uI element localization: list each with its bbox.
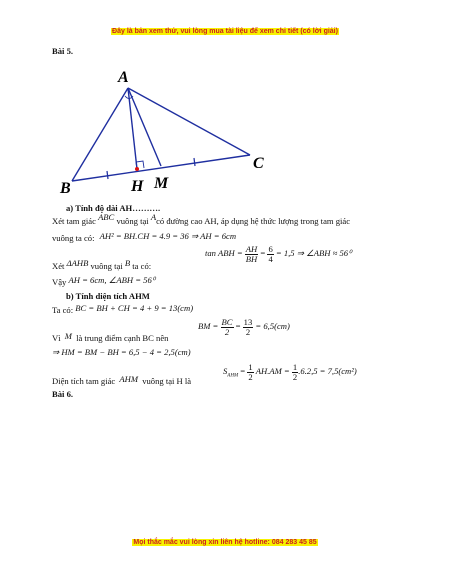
area-line: Diện tích tam giác AHM vuông tại H là: [52, 374, 192, 386]
statement-line-1: Xét tam giác ABC vuông tại Acó đường cao AH, áp dụng hệ thức lượng trong tam giác: [52, 212, 351, 226]
label-c: C: [253, 155, 264, 172]
altitude-formula: AH² = BH.CH = 4.9 = 36 ⇒ AH = 6cm: [99, 231, 237, 241]
exercise-6-heading: Bài 6.: [52, 389, 74, 399]
tan-formula: tan ABH = $\frac{AH}{BH}$ = $\frac{6}{4}$ = 1,5 ⇒ ∠ABH ≈ 56⁰: [205, 244, 352, 264]
side-ac: [128, 88, 250, 155]
area-formula: $S_{AHM}$ = $\frac{1}{2}$ AH.AM = $\frac{1}{2}$ .6.2,5 = 7,5(cm²): [223, 362, 357, 382]
point-h-dot: [135, 167, 139, 171]
label-m: M: [154, 175, 169, 192]
part-b-heading: b) Tính diện tích AHM: [66, 291, 150, 301]
tick-mark-mc: [194, 158, 195, 166]
preview-banner: Đây là bản xem thử, vui lòng mua tài liệu để xem chi tiết (có lời giải): [112, 28, 338, 35]
hotline-banner: Mọi thắc mắc vui lòng xin liên hệ hotline: 084 283 45 85: [133, 539, 317, 546]
triangle-ahb-line: Xét ΔAHB vuông tại B ta có:: [52, 258, 152, 271]
exercise-5-heading: Bài 5.: [52, 46, 74, 56]
midpoint-line: Vì M là trung điểm cạnh BC nên: [52, 331, 169, 343]
bm-formula: BM = $\frac{BC}{2}$ = $\frac{13}{2}$ = 6,5(cm): [198, 317, 290, 337]
tick-mark-bm: [107, 171, 108, 179]
label-b: B: [60, 180, 71, 197]
label-h: H: [131, 178, 144, 195]
result-a-line: Vậy AH = 6cm, ∠ABH = 56⁰: [52, 275, 156, 287]
hm-line: ⇒ HM = BM − BH = 6,5 − 4 = 2,5(cm): [52, 347, 191, 357]
bc-line: Ta có: BC = BH + CH = 4 + 9 = 13(cm): [52, 303, 194, 315]
label-a: A: [118, 69, 129, 86]
statement-line-2: vuông ta có: AH² = BH.CH = 4.9 = 36 ⇒ AH = 6cm: [52, 231, 237, 243]
side-ab: [72, 88, 128, 181]
part-a-heading: a) Tính độ dài AH……….: [66, 203, 161, 213]
